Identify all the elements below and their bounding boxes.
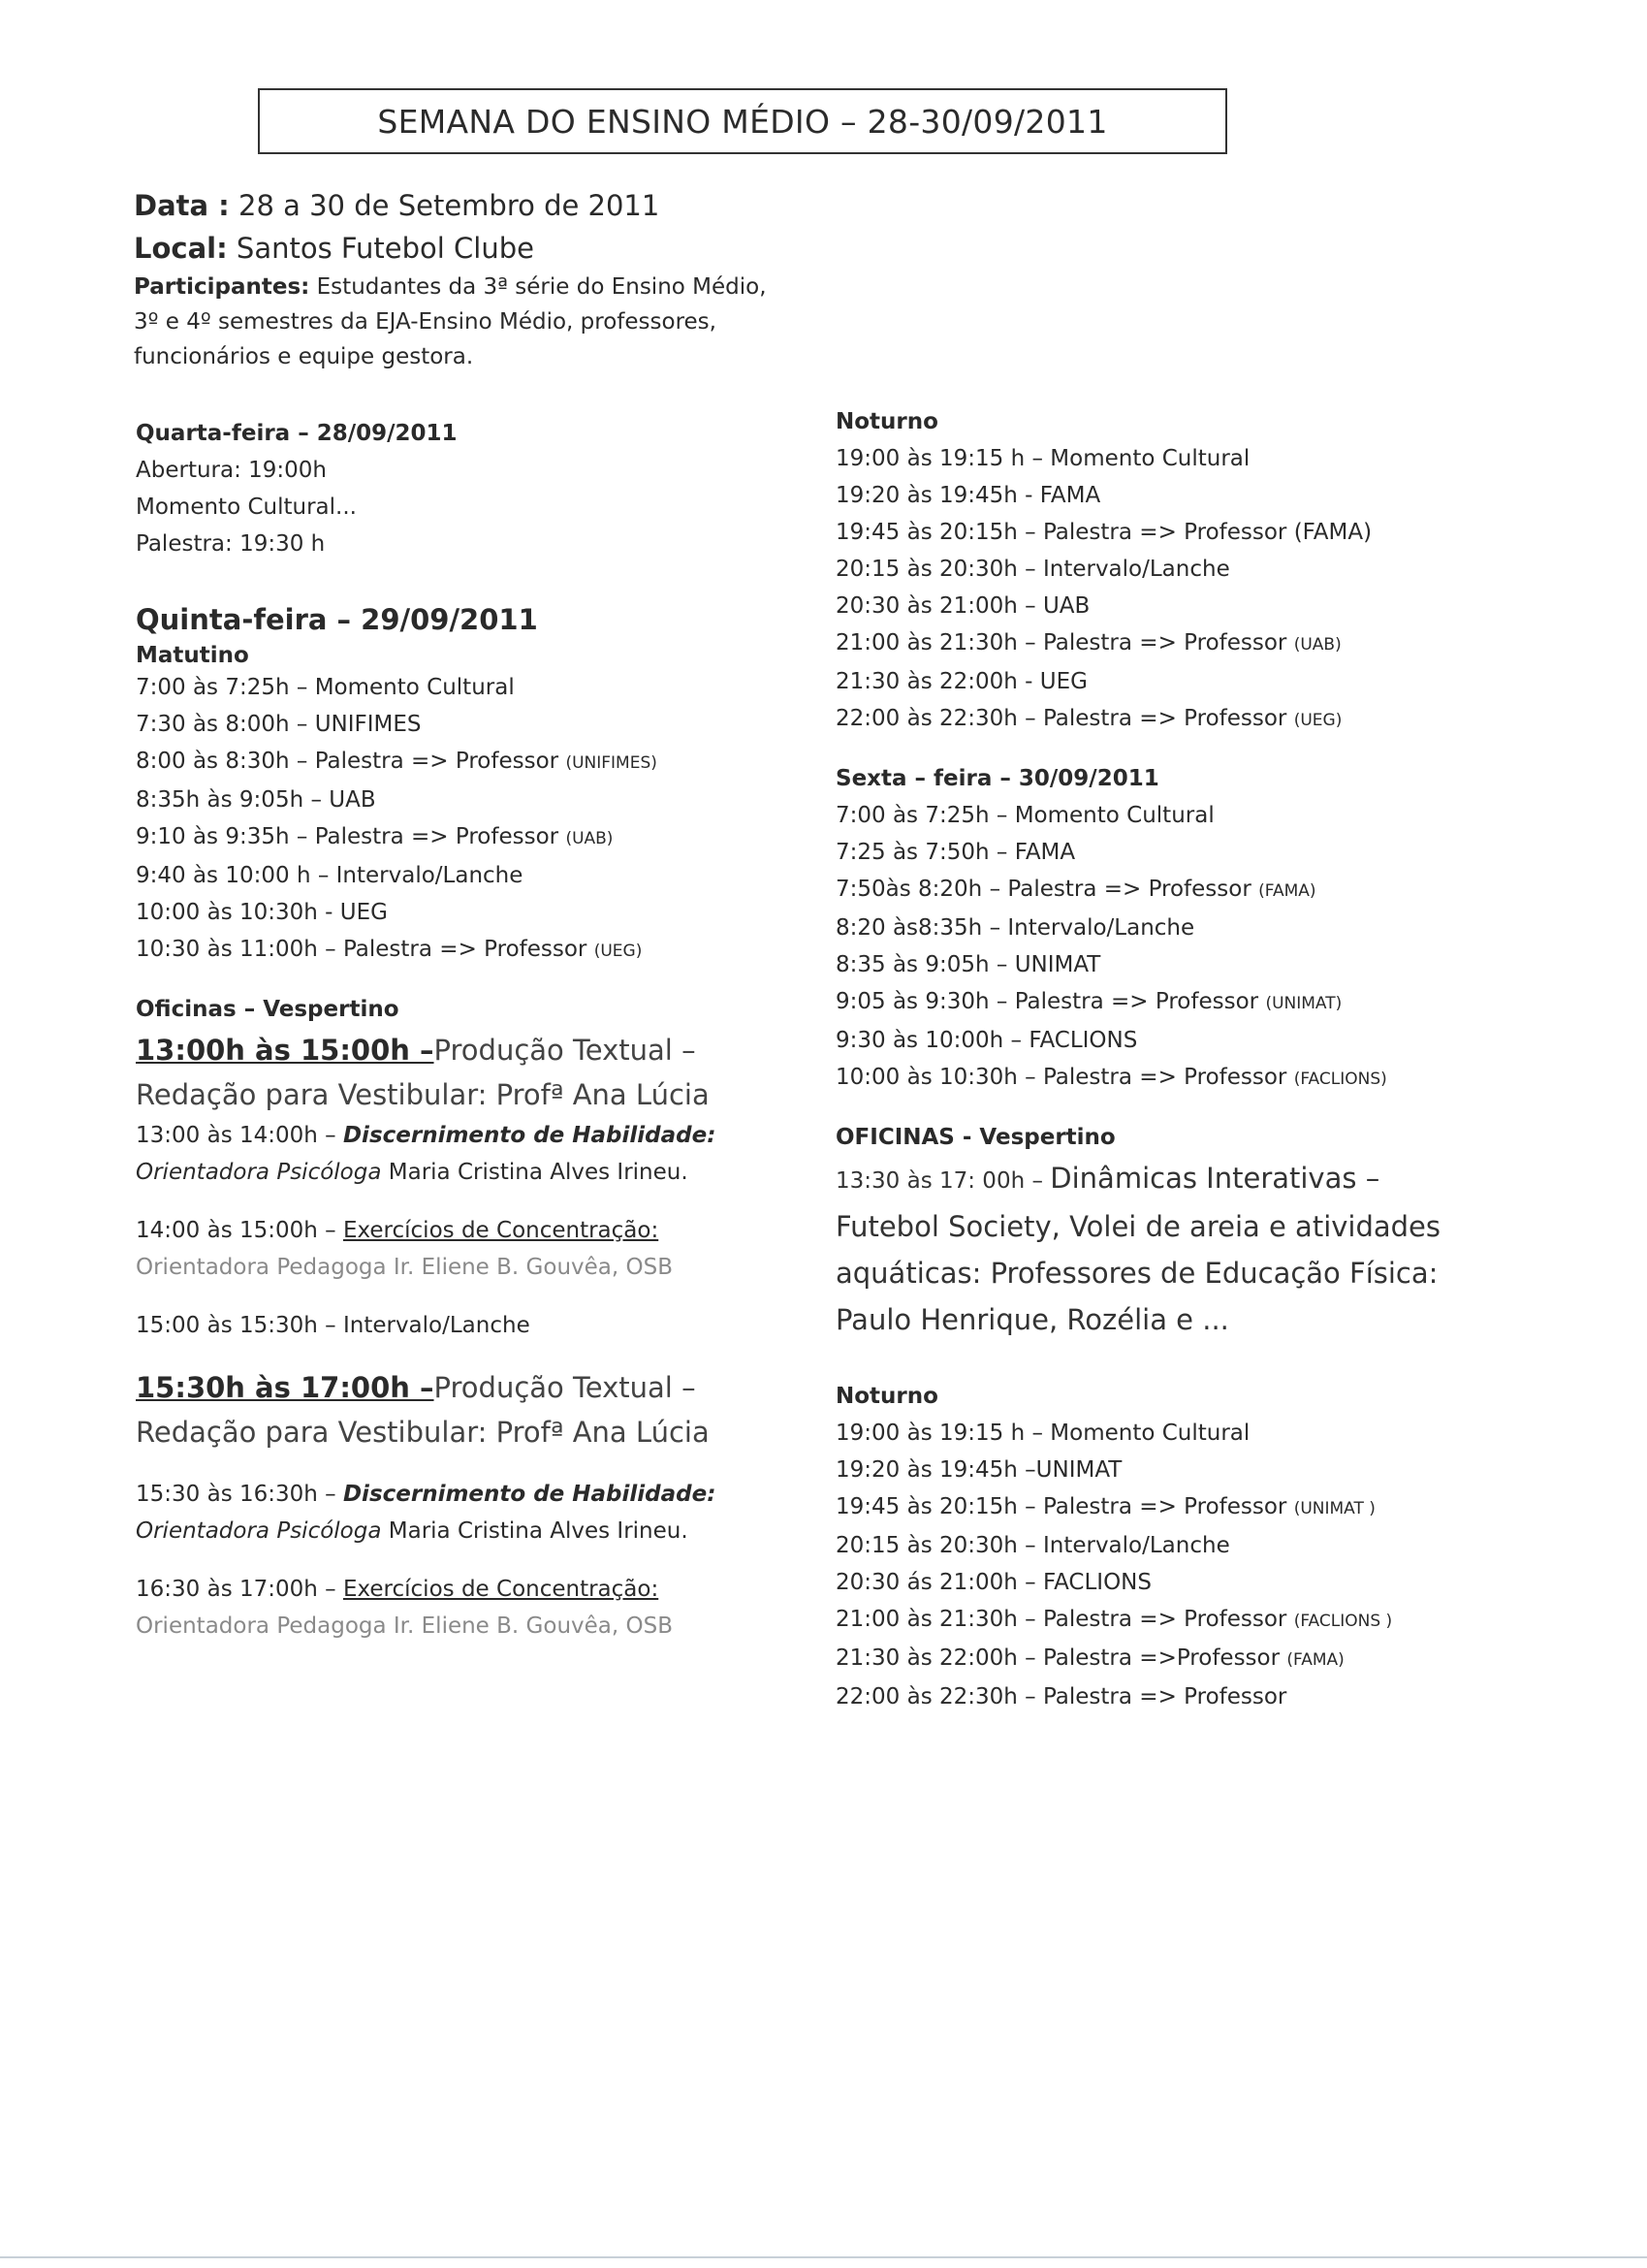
schedule-line: 19:20 às 19:45h - FAMA [836,483,1101,508]
session-sub: Orientadora Psicóloga Maria Cristina Alves Irineu. [136,1160,688,1185]
schedule-line: 7:30 às 8:00h – UNIFIMES [136,712,422,737]
event-info [134,184,793,374]
location-label: Local: [134,232,228,265]
workshop-block: 15:30h às 17:00h –Produção Textual – [136,1371,696,1404]
schedule-line: 9:10 às 9:35h – Palestra => Professor (UAB) [136,824,614,849]
schedule-line: 21:30 às 22:00h - UEG [836,669,1088,694]
schedule-line: 19:45 às 20:15h – Palestra => Professor (UNIMAT ) [836,1494,1376,1519]
schedule-line: 7:50às 8:20h – Palestra => Professor (FAMA) [836,877,1316,902]
schedule-line: 8:20 às8:35h – Intervalo/Lanche [836,915,1195,941]
schedule-line: 20:15 às 20:30h – Intervalo/Lanche [836,1533,1230,1558]
schedule-line: 19:00 às 19:15 h – Momento Cultural [836,1421,1251,1446]
right-column [836,403,1611,1715]
title-text: SEMANA DO ENSINO MÉDIO – 28-30/09/2011 [377,102,1108,141]
schedule-line: 7:25 às 7:50h – FAMA [836,840,1076,865]
schedule-line: 10:00 às 10:30h - UEG [136,900,388,925]
schedule-line: Momento Cultural... [136,495,357,520]
schedule-line: 20:30 às 21:00h – UAB [836,593,1091,619]
date-label: Data : [134,189,230,222]
schedule-line: 20:15 às 20:30h – Intervalo/Lanche [836,557,1230,582]
schedule-line: 19:00 às 19:15 h – Momento Cultural [836,446,1251,471]
session-line: 15:00 às 15:30h – Intervalo/Lanche [136,1313,530,1338]
participants-line: funcionários e equipe gestora. [134,344,474,369]
location-row [134,227,793,270]
schedule-line: 20:30 ás 21:00h – FACLIONS [836,1570,1152,1595]
schedule-line: 22:00 às 22:30h – Palestra => Professor (UEG) [836,706,1343,731]
session-sub: Orientadora Pedagoga Ir. Eliene B. Gouvêa, OSB [136,1613,673,1639]
thursday-heading: Quinta-feira – 29/09/2011 [136,603,538,636]
schedule-line: 7:00 às 7:25h – Momento Cultural [136,675,515,700]
night-label: Noturno [836,1384,938,1409]
workshop-block-line: Redação para Vestibular: Profª Ana Lúcia [136,1416,710,1449]
workshop-block: 13:30 às 17: 00h – Dinâmicas Interativas – [836,1162,1380,1195]
workshop-block-line: aquáticas: Professores de Educação Física: [836,1257,1439,1290]
session-line: 15:30 às 16:30h – Discernimento de Habilidade: [136,1482,716,1507]
workshop-block-line: Futebol Society, Volei de areia e atividades [836,1210,1441,1243]
scan-edge-divider [0,2256,1647,2258]
night-label: Noturno [836,409,938,434]
schedule-line: 9:30 às 10:00h – FACLIONS [836,1028,1138,1053]
participants-line: 3º e 4º semestres da EJA-Ensino Médio, professores, [134,309,716,335]
workshops-afternoon-label: OFICINAS - Vespertino [836,1125,1116,1150]
session-line: 14:00 às 15:00h – Exercícios de Concentração: [136,1218,659,1243]
schedule-line: 21:00 às 21:30h – Palestra => Professor (FACLIONS ) [836,1607,1393,1632]
schedule-line: 8:35 às 9:05h – UNIMAT [836,952,1101,977]
morning-label: Matutino [136,643,249,668]
schedule-line: Abertura: 19:00h [136,458,328,483]
session-sub: Orientadora Psicóloga Maria Cristina Alves Irineu. [136,1518,688,1544]
schedule-line: 9:40 às 10:00 h – Intervalo/Lanche [136,863,523,888]
participants-line: Estudantes da 3ª série do Ensino Médio, [309,274,767,300]
schedule-line: 21:00 às 21:30h – Palestra => Professor (UAB) [836,630,1342,655]
participants-label: Participantes: [134,274,310,300]
schedule-line: 8:00 às 8:30h – Palestra => Professor (UNIFIMES) [136,749,657,774]
schedule-line: 22:00 às 22:30h – Palestra => Professor [836,1684,1287,1709]
wednesday-heading: Quarta-feira – 28/09/2011 [136,421,458,446]
schedule-line: 9:05 às 9:30h – Palestra => Professor (UNIMAT) [836,989,1343,1014]
session-line: 16:30 às 17:00h – Exercícios de Concentração: [136,1577,659,1602]
workshops-afternoon-label: Oficinas – Vespertino [136,997,399,1022]
schedule-line: 21:30 às 22:00h – Palestra =>Professor (FAMA) [836,1645,1345,1671]
date-value: 28 a 30 de Setembro de 2011 [229,189,660,222]
schedule-line: 19:45 às 20:15h – Palestra => Professor (FAMA) [836,520,1373,545]
schedule-line: 10:30 às 11:00h – Palestra => Professor (UEG) [136,937,643,962]
schedule-line: 19:20 às 19:45h –UNIMAT [836,1457,1123,1483]
workshop-block-line: Paulo Henrique, Rozélia e ... [836,1303,1229,1336]
schedule-line: Palestra: 19:30 h [136,531,326,557]
session-line: 13:00 às 14:00h – Discernimento de Habilidade: [136,1123,716,1148]
workshop-block: 13:00h às 15:00h –Produção Textual – [136,1034,696,1067]
location-value: Santos Futebol Clube [227,232,534,265]
date-row [134,184,793,227]
workshop-block-line: Redação para Vestibular: Profª Ana Lúcia [136,1078,710,1111]
friday-heading: Sexta – feira – 30/09/2011 [836,766,1159,791]
schedule-line: 10:00 às 10:30h – Palestra => Professor (FACLIONS) [836,1065,1387,1090]
left-column [136,415,834,1645]
session-sub: Orientadora Pedagoga Ir. Eliene B. Gouvêa, OSB [136,1255,673,1280]
participants-row [134,270,793,304]
schedule-line: 8:35h às 9:05h – UAB [136,787,376,813]
page-title [258,88,1227,154]
schedule-line: 7:00 às 7:25h – Momento Cultural [836,803,1215,828]
